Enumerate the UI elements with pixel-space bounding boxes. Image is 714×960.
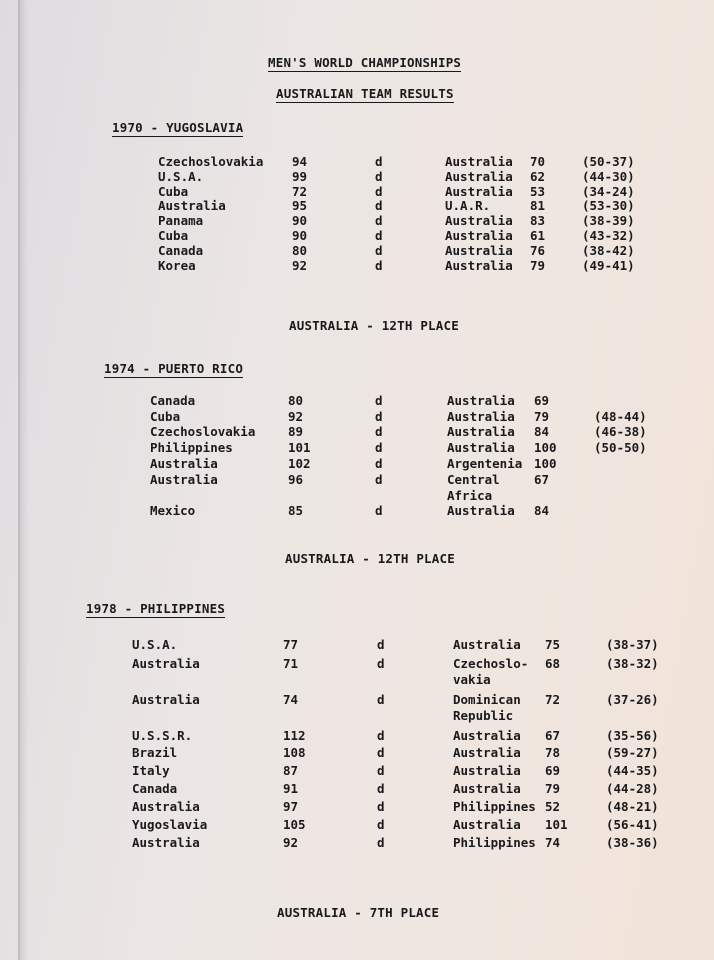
winning-team: Italy [132,763,170,778]
table-row [0,472,714,503]
defeated-marker: d [375,243,383,258]
losing-team: Czechoslo- [453,656,529,671]
winning-score: 71 [283,656,299,671]
winning-score: 101 [288,440,311,455]
defeated-marker: d [375,393,383,408]
winning-score: 105 [283,817,306,832]
losing-team: Central [447,472,500,487]
losing-score: 74 [545,835,561,850]
defeated-marker: d [377,799,385,814]
winning-team: Mexico [150,503,196,518]
losing-score: 81 [530,198,546,213]
losing-score: 79 [545,781,561,796]
winning-score: 96 [288,472,304,487]
halftime-score: (44-35) [606,763,659,778]
winning-score: 99 [292,169,308,184]
table-row [0,817,714,833]
section-heading-1970: 1970 - YUGOSLAVIA [112,120,244,135]
placement-1978: AUSTRALIA - 7TH PLACE [277,905,440,920]
losing-score: 101 [545,817,568,832]
table-row [0,637,714,653]
table-row [0,503,714,519]
losing-score: 83 [530,213,546,228]
table-row [0,154,714,170]
defeated-marker: d [375,228,383,243]
defeated-marker: d [375,440,383,455]
table-row [0,424,714,440]
winning-team: Australia [132,835,200,850]
defeated-marker: d [375,456,383,471]
halftime-score: (50-37) [582,154,635,169]
losing-score: 70 [530,154,546,169]
winning-score: 91 [283,781,299,796]
winning-score: 97 [283,799,299,814]
losing-team: Australia [453,781,521,796]
document-subtitle: AUSTRALIAN TEAM RESULTS [276,86,454,101]
winning-team: Australia [150,456,218,471]
halftime-score: (53-30) [582,198,635,213]
losing-score: 53 [530,184,546,199]
winning-score: 108 [283,745,306,760]
winning-score: 112 [283,728,306,743]
halftime-score: (59-27) [606,745,659,760]
losing-score: 69 [534,393,550,408]
losing-team-continued: Africa [447,488,493,503]
winning-team: Australia [132,656,200,671]
defeated-marker: d [375,503,383,518]
losing-team: Australia [445,169,513,184]
losing-team-continued: vakia [453,672,491,687]
losing-score: 69 [545,763,561,778]
losing-team: Australia [445,258,513,273]
halftime-score: (48-21) [606,799,659,814]
losing-team: Australia [445,184,513,199]
table-row [0,763,714,779]
table-row [0,728,714,744]
winning-team: Canada [158,243,204,258]
halftime-score: (50-50) [594,440,647,455]
halftime-score: (48-44) [594,409,647,424]
halftime-score: (43-32) [582,228,635,243]
losing-score: 100 [534,456,557,471]
winning-team: Philippines [150,440,233,455]
losing-score: 79 [530,258,546,273]
losing-team: Australia [447,409,515,424]
winning-team: Australia [132,799,200,814]
losing-score: 78 [545,745,561,760]
losing-score: 76 [530,243,546,258]
losing-team: Australia [445,228,513,243]
defeated-marker: d [377,835,385,850]
defeated-marker: d [377,817,385,832]
halftime-score: (38-42) [582,243,635,258]
losing-score: 72 [545,692,561,707]
winning-team: U.S.A. [158,169,204,184]
winning-score: 90 [292,213,308,228]
losing-team: Australia [445,154,513,169]
winning-score: 85 [288,503,304,518]
winning-team: Australia [150,472,218,487]
losing-team: Australia [453,763,521,778]
table-row [0,440,714,456]
halftime-score: (37-26) [606,692,659,707]
halftime-score: (44-30) [582,169,635,184]
halftime-score: (49-41) [582,258,635,273]
losing-team: Australia [453,728,521,743]
winning-team: Korea [158,258,196,273]
defeated-marker: d [375,169,383,184]
losing-team: Australia [445,243,513,258]
winning-score: 89 [288,424,304,439]
defeated-marker: d [375,198,383,213]
losing-score: 61 [530,228,546,243]
winning-team: Cuba [150,409,181,424]
defeated-marker: d [375,184,383,199]
table-row [0,456,714,472]
losing-score: 84 [534,424,550,439]
halftime-score: (38-32) [606,656,659,671]
defeated-marker: d [377,637,385,652]
defeated-marker: d [375,409,383,424]
losing-team: Australia [453,817,521,832]
losing-team: Australia [447,503,515,518]
winning-team: Canada [150,393,196,408]
halftime-score: (34-24) [582,184,635,199]
winning-score: 77 [283,637,299,652]
winning-score: 87 [283,763,299,778]
winning-team: U.S.S.R. [132,728,193,743]
losing-score: 67 [545,728,561,743]
winning-score: 72 [292,184,308,199]
halftime-score: (38-37) [606,637,659,652]
winning-score: 92 [292,258,308,273]
table-row [0,258,714,274]
losing-score: 52 [545,799,561,814]
winning-team: Czechoslovakia [158,154,264,169]
defeated-marker: d [375,424,383,439]
table-row [0,835,714,851]
winning-team: Cuba [158,228,189,243]
defeated-marker: d [377,728,385,743]
winning-team: Czechoslovakia [150,424,256,439]
halftime-score: (38-36) [606,835,659,850]
winning-score: 80 [292,243,308,258]
winning-team: Canada [132,781,178,796]
section-heading-1974: 1974 - PUERTO RICO [104,361,244,376]
losing-team: Philippines [453,799,536,814]
winning-score: 90 [292,228,308,243]
table-row [0,656,714,687]
losing-team: U.A.R. [445,198,491,213]
table-row [0,169,714,185]
losing-team: Australia [447,424,515,439]
defeated-marker: d [377,763,385,778]
defeated-marker: d [375,154,383,169]
losing-score: 62 [530,169,546,184]
losing-team: Australia [447,393,515,408]
losing-team: Australia [453,745,521,760]
winning-team: Cuba [158,184,189,199]
winning-score: 80 [288,393,304,408]
losing-score: 79 [534,409,550,424]
table-row [0,213,714,229]
losing-team: Australia [445,213,513,228]
winning-score: 102 [288,456,311,471]
winning-score: 95 [292,198,308,213]
losing-score: 75 [545,637,561,652]
losing-team-continued: Republic [453,708,514,723]
placement-1974: AUSTRALIA - 12TH PLACE [285,551,455,566]
defeated-marker: d [377,745,385,760]
document-title: MEN'S WORLD CHAMPIONSHIPS [268,55,462,70]
table-row [0,692,714,723]
defeated-marker: d [375,213,383,228]
halftime-score: (35-56) [606,728,659,743]
table-row [0,243,714,259]
losing-team: Australia [447,440,515,455]
losing-team: Dominican [453,692,521,707]
winning-score: 94 [292,154,308,169]
losing-score: 67 [534,472,550,487]
losing-team: Argentenia [447,456,523,471]
defeated-marker: d [377,692,385,707]
halftime-score: (44-28) [606,781,659,796]
losing-score: 84 [534,503,550,518]
winning-score: 92 [288,409,304,424]
table-row [0,393,714,409]
defeated-marker: d [375,258,383,273]
table-row [0,228,714,244]
losing-score: 68 [545,656,561,671]
winning-team: Australia [158,198,226,213]
losing-score: 100 [534,440,557,455]
halftime-score: (56-41) [606,817,659,832]
halftime-score: (46-38) [594,424,647,439]
winning-team: U.S.A. [132,637,178,652]
section-heading-1978: 1978 - PHILIPPINES [86,601,226,616]
winning-team: Panama [158,213,204,228]
defeated-marker: d [375,472,383,487]
winning-team: Brazil [132,745,178,760]
winning-score: 74 [283,692,299,707]
placement-1970: AUSTRALIA - 12TH PLACE [289,318,459,333]
winning-team: Yugoslavia [132,817,208,832]
winning-score: 92 [283,835,299,850]
table-row [0,409,714,425]
table-row [0,781,714,797]
losing-team: Philippines [453,835,536,850]
table-row [0,198,714,214]
table-row [0,799,714,815]
losing-team: Australia [453,637,521,652]
halftime-score: (38-39) [582,213,635,228]
winning-team: Australia [132,692,200,707]
defeated-marker: d [377,656,385,671]
defeated-marker: d [377,781,385,796]
table-row [0,745,714,761]
